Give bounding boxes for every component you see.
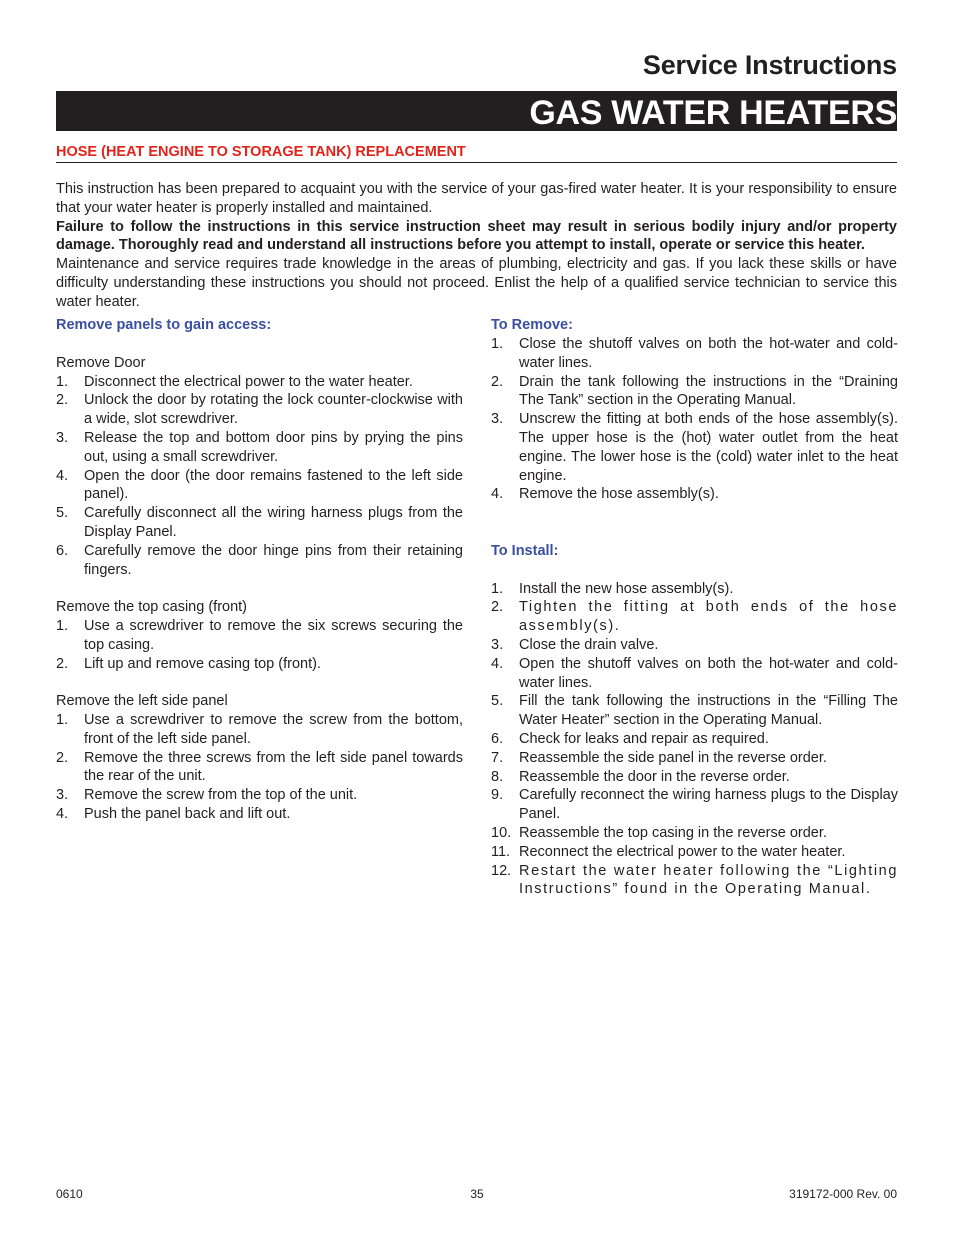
step-text: Close the shutoff valves on both the hot-water and cold-water lines. [519, 336, 898, 371]
step-number: 6. [491, 730, 504, 747]
step-number: 3. [56, 787, 69, 804]
step-text: Carefully disconnect all the wiring harness plugs from the Display Panel. [84, 505, 463, 540]
step-text: Reassemble the side panel in the reverse order. [519, 749, 827, 766]
step-text: Remove the hose assembly(s). [519, 486, 719, 503]
list-item [491, 636, 898, 655]
step-number: 4. [491, 486, 504, 503]
step-text: Reconnect the electrical power to the water heater. [519, 843, 846, 860]
step-number: 2. [491, 599, 504, 616]
step-number: 12. [491, 862, 512, 879]
list-item [491, 692, 898, 730]
to-remove-heading: To Remove: [491, 317, 573, 333]
list-item [491, 768, 898, 787]
banner-title: GAS WATER HEATERS [529, 94, 897, 132]
step-text: Disconnect the electrical power to the water heater. [84, 373, 413, 390]
intro-text [56, 180, 897, 312]
step-text: Check for leaks and repair as required. [519, 730, 769, 747]
step-text: Use a screwdriver to remove the six screws securing the top casing. [84, 617, 463, 653]
step-text: Remove the screw from the top of the unit. [84, 787, 358, 804]
step-number: 4. [56, 805, 69, 822]
step-text: Fill the tank following the instructions in the “Filling The Water Heater” section in the Operating Manual. [519, 693, 898, 729]
step-text: Use a screwdriver to remove the screw from the bottom, front of the left side panel. [84, 711, 463, 747]
right-column [491, 316, 898, 899]
step-text: Carefully reconnect the wiring harness plugs to the Display Panel. [519, 787, 898, 823]
step-number: 1. [56, 373, 69, 390]
list-item [56, 786, 463, 805]
list-item [491, 824, 898, 843]
step-text: Carefully remove the door hinge pins from their retaining fingers. [84, 542, 463, 578]
list-item [56, 429, 463, 467]
step-number: 4. [491, 655, 504, 672]
step-number: 3. [491, 636, 504, 653]
list-item [56, 711, 463, 749]
step-text: Unlock the door by rotating the lock counter-clockwise with a wide, slot screwdriver. [84, 392, 463, 428]
step-number: 10. [491, 824, 512, 841]
step-number: 2. [56, 392, 69, 409]
section-heading: HOSE (HEAT ENGINE TO STORAGE TANK) REPLACEMENT [56, 143, 897, 163]
step-number: 2. [491, 373, 504, 390]
step-number: 5. [56, 505, 69, 522]
step-number: 1. [491, 336, 504, 352]
list-item [56, 655, 463, 674]
step-number: 3. [491, 411, 504, 428]
intro-paragraph-service: Maintenance and service requires trade knowledge in the areas of plumbing, electricity and gas. If you lack these skills or have difficulty understanding these instructions you should not proceed. Enlist the help of a qualified service technician to service this water heater. [56, 256, 897, 310]
step-number: 1. [491, 580, 504, 597]
step-text: Drain the tank following the instructions in the “Draining The Tank” section in the Operating Manual. [519, 373, 898, 409]
list-item [56, 749, 463, 787]
step-text: Open the door (the door remains fastened to the left side panel). [84, 467, 463, 503]
list-item [491, 862, 898, 900]
step-number: 4. [56, 467, 69, 484]
panels-heading: Remove panels to gain access: [56, 317, 272, 333]
step-text: Open the shutoff valves on both the hot-water and cold-water lines. [519, 655, 898, 691]
remove-side-panel-steps [56, 711, 463, 824]
step-text: Install the new hose assembly(s). [519, 580, 734, 597]
step-text: Lift up and remove casing top (front). [84, 655, 321, 672]
left-column [56, 316, 463, 824]
step-number: 5. [491, 693, 504, 710]
list-item [56, 617, 463, 655]
step-text: Push the panel back and lift out. [84, 805, 291, 822]
step-number: 11. [491, 843, 511, 860]
page-title: Service Instructions [642, 50, 897, 80]
list-item [56, 391, 463, 429]
remove-side-panel-title: Remove the left side panel [56, 693, 228, 710]
step-number: 1. [56, 711, 69, 728]
step-text: Release the top and bottom door pins by prying the pins out, using a small screwdriver. [84, 429, 463, 465]
step-number: 1. [56, 617, 69, 634]
list-item [491, 410, 898, 485]
remove-door-steps [56, 373, 463, 580]
step-text: Unscrew the fitting at both ends of the hose assembly(s). The upper hose is the (hot) water outlet from the heat engine. The lower hose is the (cold) water inlet to the heat engine. [519, 411, 898, 484]
step-text: Reassemble the top casing in the reverse order. [519, 824, 827, 841]
list-item [491, 843, 898, 862]
step-number: 7. [491, 749, 504, 766]
remove-door-title: Remove Door [56, 354, 146, 371]
to-remove-steps [491, 335, 898, 504]
warning-paragraph: Failure to follow the instructions in this service instruction sheet may result in serious bodily injury and/or property damage. Thoroughly read and understand all instructions before you attempt to install, operate or service this heater. [56, 218, 897, 254]
list-item [491, 373, 898, 411]
step-number: 2. [56, 655, 69, 672]
step-text: Tighten the fitting at both ends of the hose assembly(s). [519, 599, 898, 635]
step-text: Reassemble the door in the reverse order. [519, 768, 790, 785]
list-item [491, 730, 898, 749]
step-text: Remove the three screws from the left side panel towards the rear of the unit. [84, 749, 463, 785]
list-item [491, 335, 898, 373]
title-banner [56, 91, 897, 131]
list-item [56, 805, 463, 824]
list-item [491, 598, 898, 636]
step-number: 2. [56, 749, 69, 766]
footer-page-number: 35 [470, 1187, 484, 1201]
list-item [56, 373, 463, 392]
intro-paragraph: This instruction has been prepared to acquaint you with the service of your gas-fired water heater. It is your responsibility to ensure that your water heater is properly installed and maintained. [56, 181, 897, 216]
step-number: 9. [491, 787, 504, 804]
remove-top-casing-steps [56, 617, 463, 673]
list-item [491, 485, 898, 504]
to-install-heading: To Install: [491, 542, 559, 559]
list-item [491, 749, 898, 768]
list-item [491, 786, 898, 824]
to-install-steps [491, 580, 898, 900]
remove-top-casing-title: Remove the top casing (front) [56, 599, 248, 616]
step-number: 3. [56, 429, 69, 446]
step-number: 6. [56, 542, 69, 559]
footer-doc-number: 319172-000 Rev. 00 [789, 1187, 897, 1201]
list-item [491, 580, 898, 599]
footer-date-code: 0610 [56, 1187, 83, 1201]
list-item [56, 504, 463, 542]
list-item [56, 542, 463, 580]
step-number: 8. [491, 768, 504, 785]
step-text: Restart the water heater following the “Lighting Instructions” found in the Operating Manual. [519, 862, 898, 898]
list-item [491, 655, 898, 693]
step-text: Close the drain valve. [519, 636, 659, 653]
list-item [56, 467, 463, 505]
